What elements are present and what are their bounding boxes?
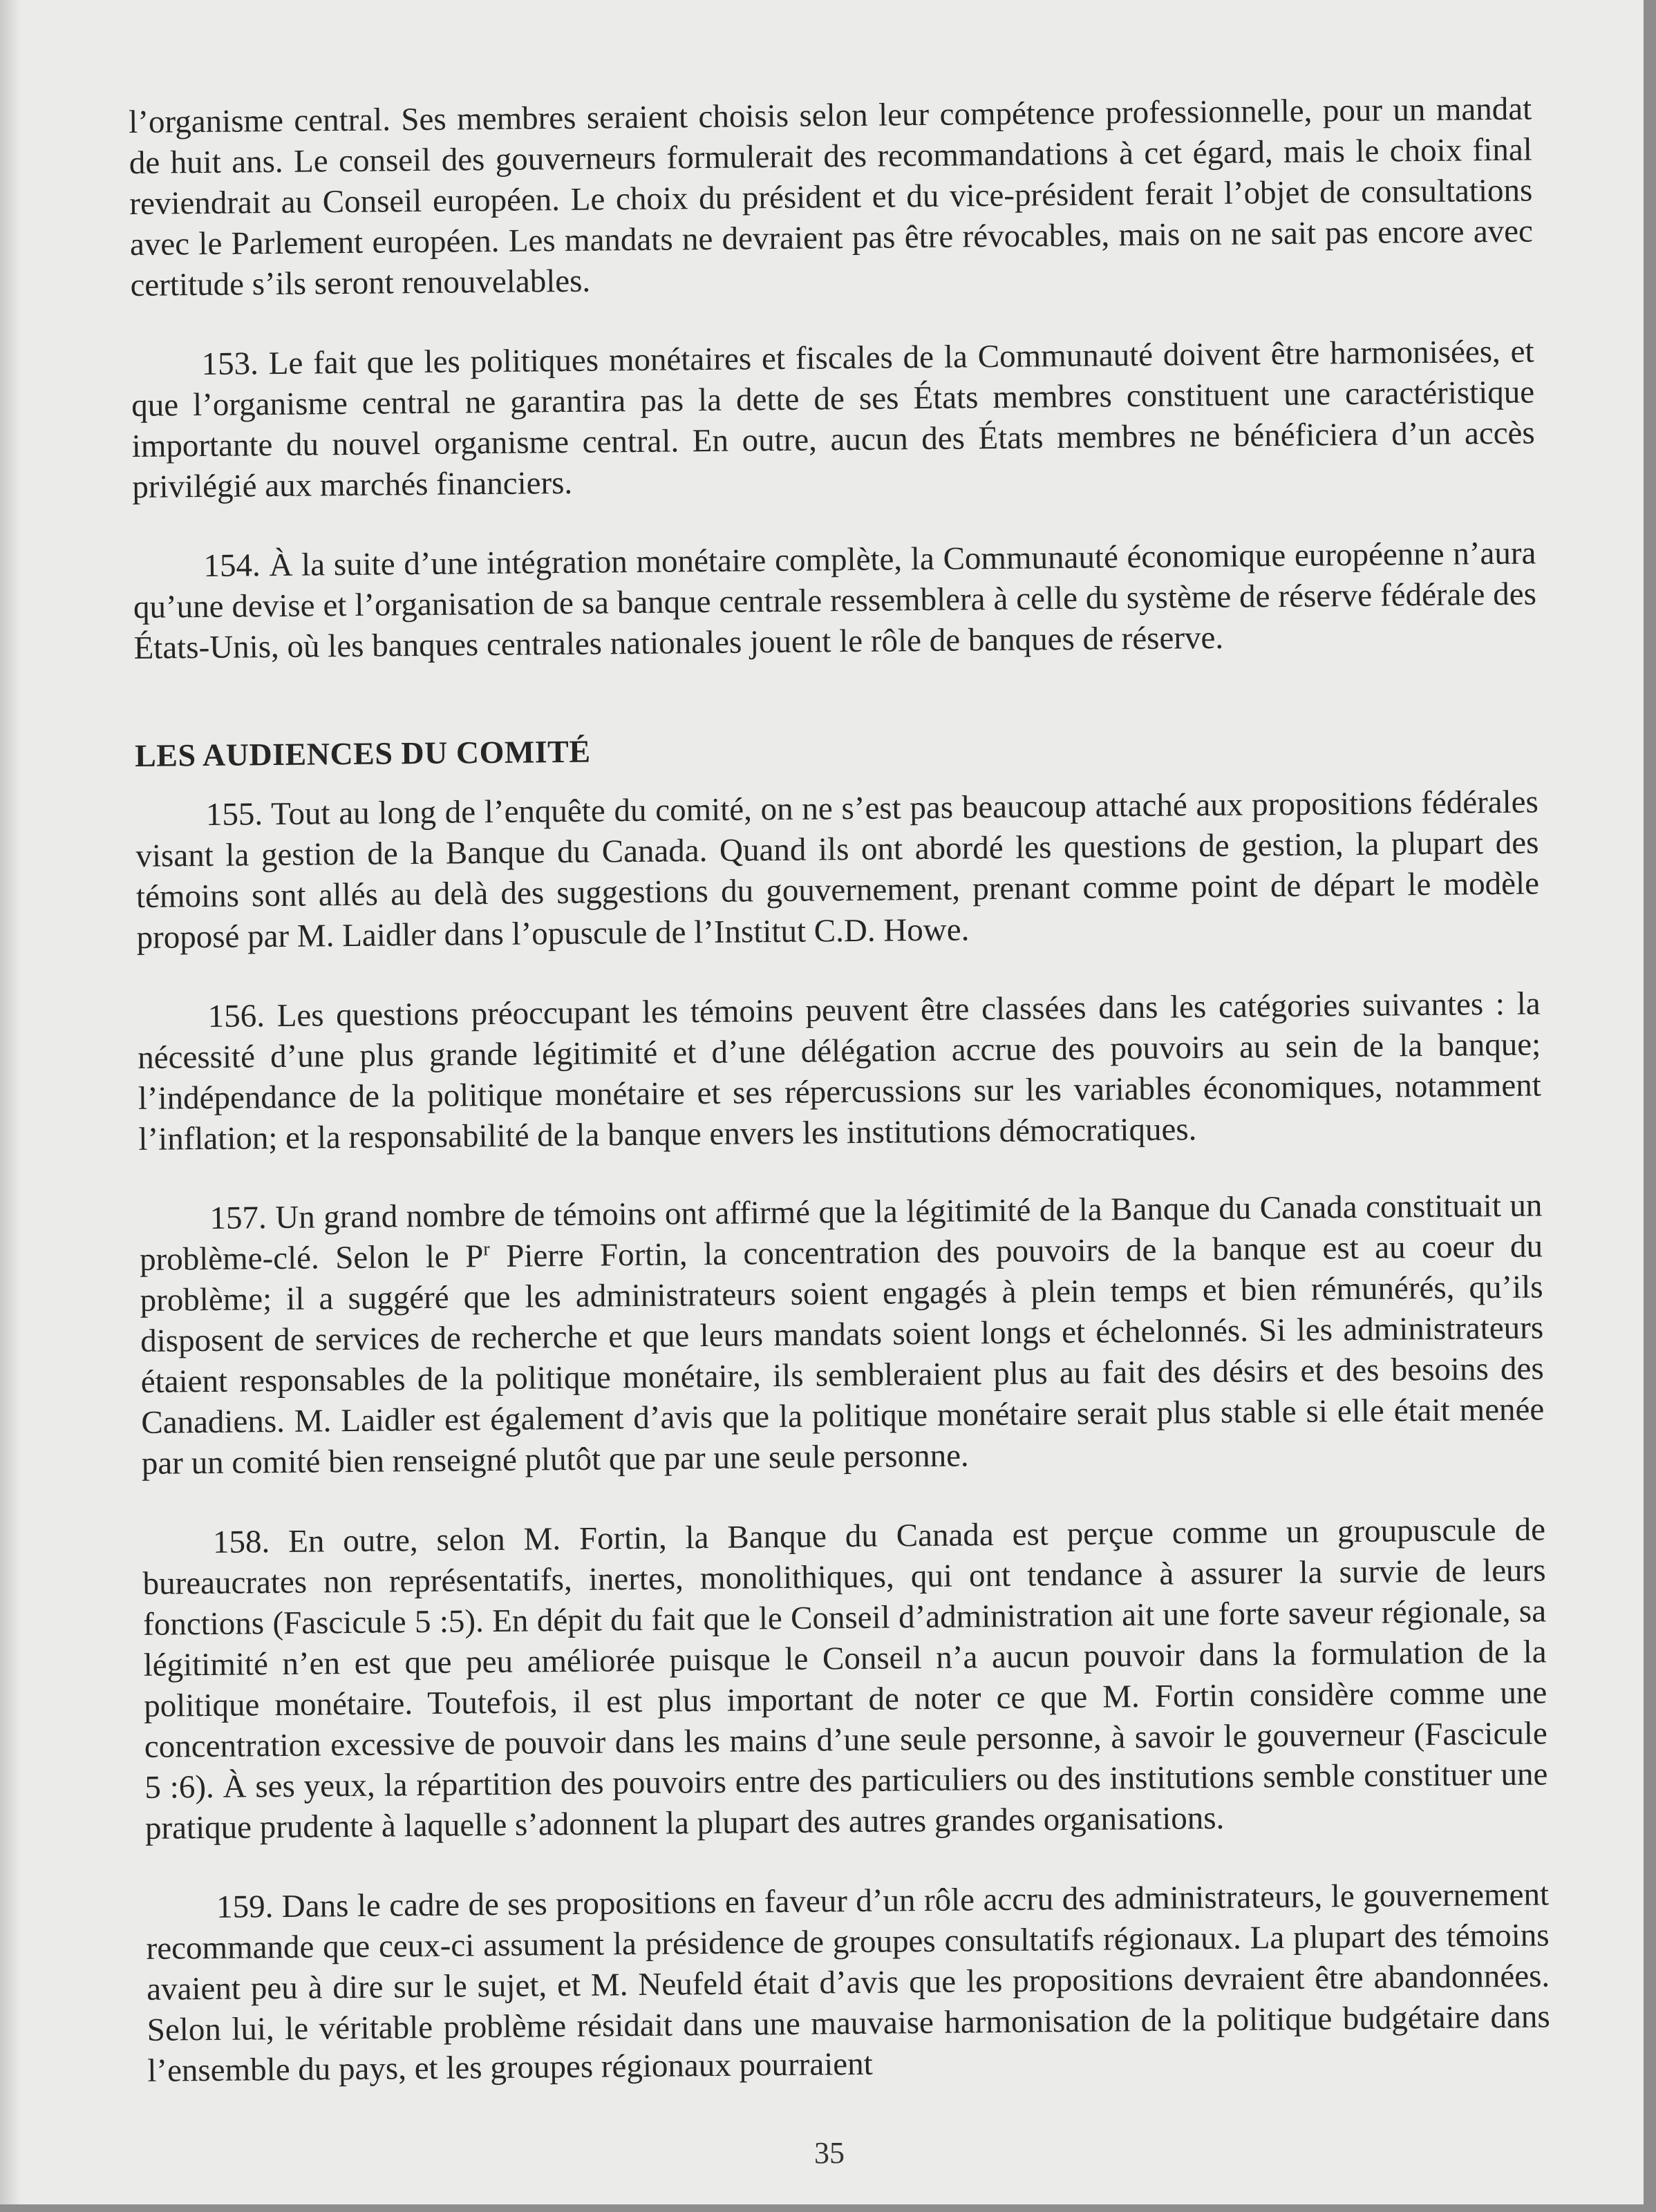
paragraph-continuation: l’organisme central. Ses membres seraient choisis selon leur compétence professionnelle, pour un mandat de huit ans. Le conseil des gouverneurs formulerait des recommandations à cet égard, mais le choix final reviendrait au Conseil européen. Le choix du président et du vice-président ferait l’objet de consultations avec le Parlement européen. Les mandats ne devraient pas être révocables, mais on ne sait pas encore avec certitude s’ils seront renouvelables. xyxy=(129,91,1534,303)
paragraph-157-start: 157. Un grand nombre de témoins ont affirmé que la légitimité de la Banque du Canada constituait un problème-clé. Selon le P xyxy=(139,1187,1543,1278)
paragraph-159: 159. Dans le cadre de ses propositions en faveur d’un rôle accru des administrateurs, le gouvernement recommande que ceux-ci assument la présidence de groupes consultatifs régionaux. La plupart des témoins avaient peu à dire sur le sujet, et M. Neufeld était d’avis que les propositions devraient être abandonnées. Selon lui, le véritable problème résidait dans une mauvaise harmonisation de la politique budgétaire dans l’ensemble du pays, et les groupes régionaux pourraient xyxy=(146,1876,1550,2089)
paragraph-157-rest: Pierre Fortin, la concentration des pouvoirs de la banque est au coeur du problème; il a suggéré que les administrateurs soient engagés à plein temps et bien rémunérés, qu’ils disposent de services de recherche et que leurs mandats soient longs et échelonnés. Si les administrateurs étaient responsables de la politique monétaire, ils sembleraient plus au fait des désirs et des besoins des Canadiens. M. Laidler est également d’avis que la politique monétaire serait plus stable si elle était menée par un comité bien renseigné plutôt que par une seule personne. xyxy=(140,1228,1545,1482)
paragraph-153: 153. Le fait que les politiques monétaires et fiscales de la Communauté doivent être harmonisées, et que l’organisme central ne garantira pas la dette de ses États membres constituent une caractéristique importante du nouvel organisme central. En outre, aucun des États membres ne bénéficiera d’un accès privilégié aux marchés financiers. xyxy=(131,333,1535,505)
paragraph-158: 158. En outre, selon M. Fortin, la Banque du Canada est perçue comme un groupuscule de bureaucrates non représentatifs, inertes, monolithiques, qui ont tendance à assurer la survie de leurs fonctions (Fascicule 5 :5). En dépit du fait que le Conseil d’administration ait une forte saveur régionale, sa légitimité n’en est que peu améliorée puisque le Conseil n’a aucun pouvoir dans la formulation de la politique monétaire. Toutefois, il est plus important de noter ce que M. Fortin considère comme une concentration excessive de pouvoir dans les mains d’une seule personne, à savoir le gouverneur (Fascicule 5 :6). À ses yeux, la répartition des pouvoirs entre des particuliers ou des institutions semble constituer une pratique prudente à laquelle s’adonnent la plupart des autres grandes organisations. xyxy=(142,1511,1548,1846)
paragraph-156: 156. Les questions préoccupant les témoins peuvent être classées dans les catégories suivantes : la nécessité d’une plus grande légitimité et d’une délégation accrue des pouvoirs au sein de la banque; l’indépendance de la politique monétaire et ses répercussions sur les variables économiques, notamment l’inflation; et la responsabilité de la banque envers les institutions démocratiques. xyxy=(138,985,1541,1157)
section-heading: LES AUDIENCES DU COMITÉ xyxy=(134,733,591,773)
body-text xyxy=(129,89,1551,2130)
page-binding-shadow xyxy=(0,0,21,2204)
paragraph-157 xyxy=(139,1185,1545,1484)
page-number: 35 xyxy=(814,2136,845,2170)
professor-abbreviation-superscript: r xyxy=(483,1238,490,1260)
paragraph-155: 155. Tout au long de l’enquête du comité, on ne s’est pas beaucoup attaché aux propositions fédérales visant la gestion de la Banque du Canada. Quand ils ont abordé les questions de gestion, la plupart des témoins sont allés au delà des suggestions du gouvernement, prenant comme point de départ le modèle proposé par M. Laidler dans l’opuscule de l’Institut C.D. Howe. xyxy=(135,784,1540,956)
paragraph-154: 154. À la suite d’une intégration monétaire complète, la Communauté économique européenne n’aura qu’une devise et l’organisation de sa banque centrale ressemblera à celle du système de réserve fédérale des États-Unis, où les banques centrales nationales jouent le rôle de banques de réserve. xyxy=(133,535,1537,666)
